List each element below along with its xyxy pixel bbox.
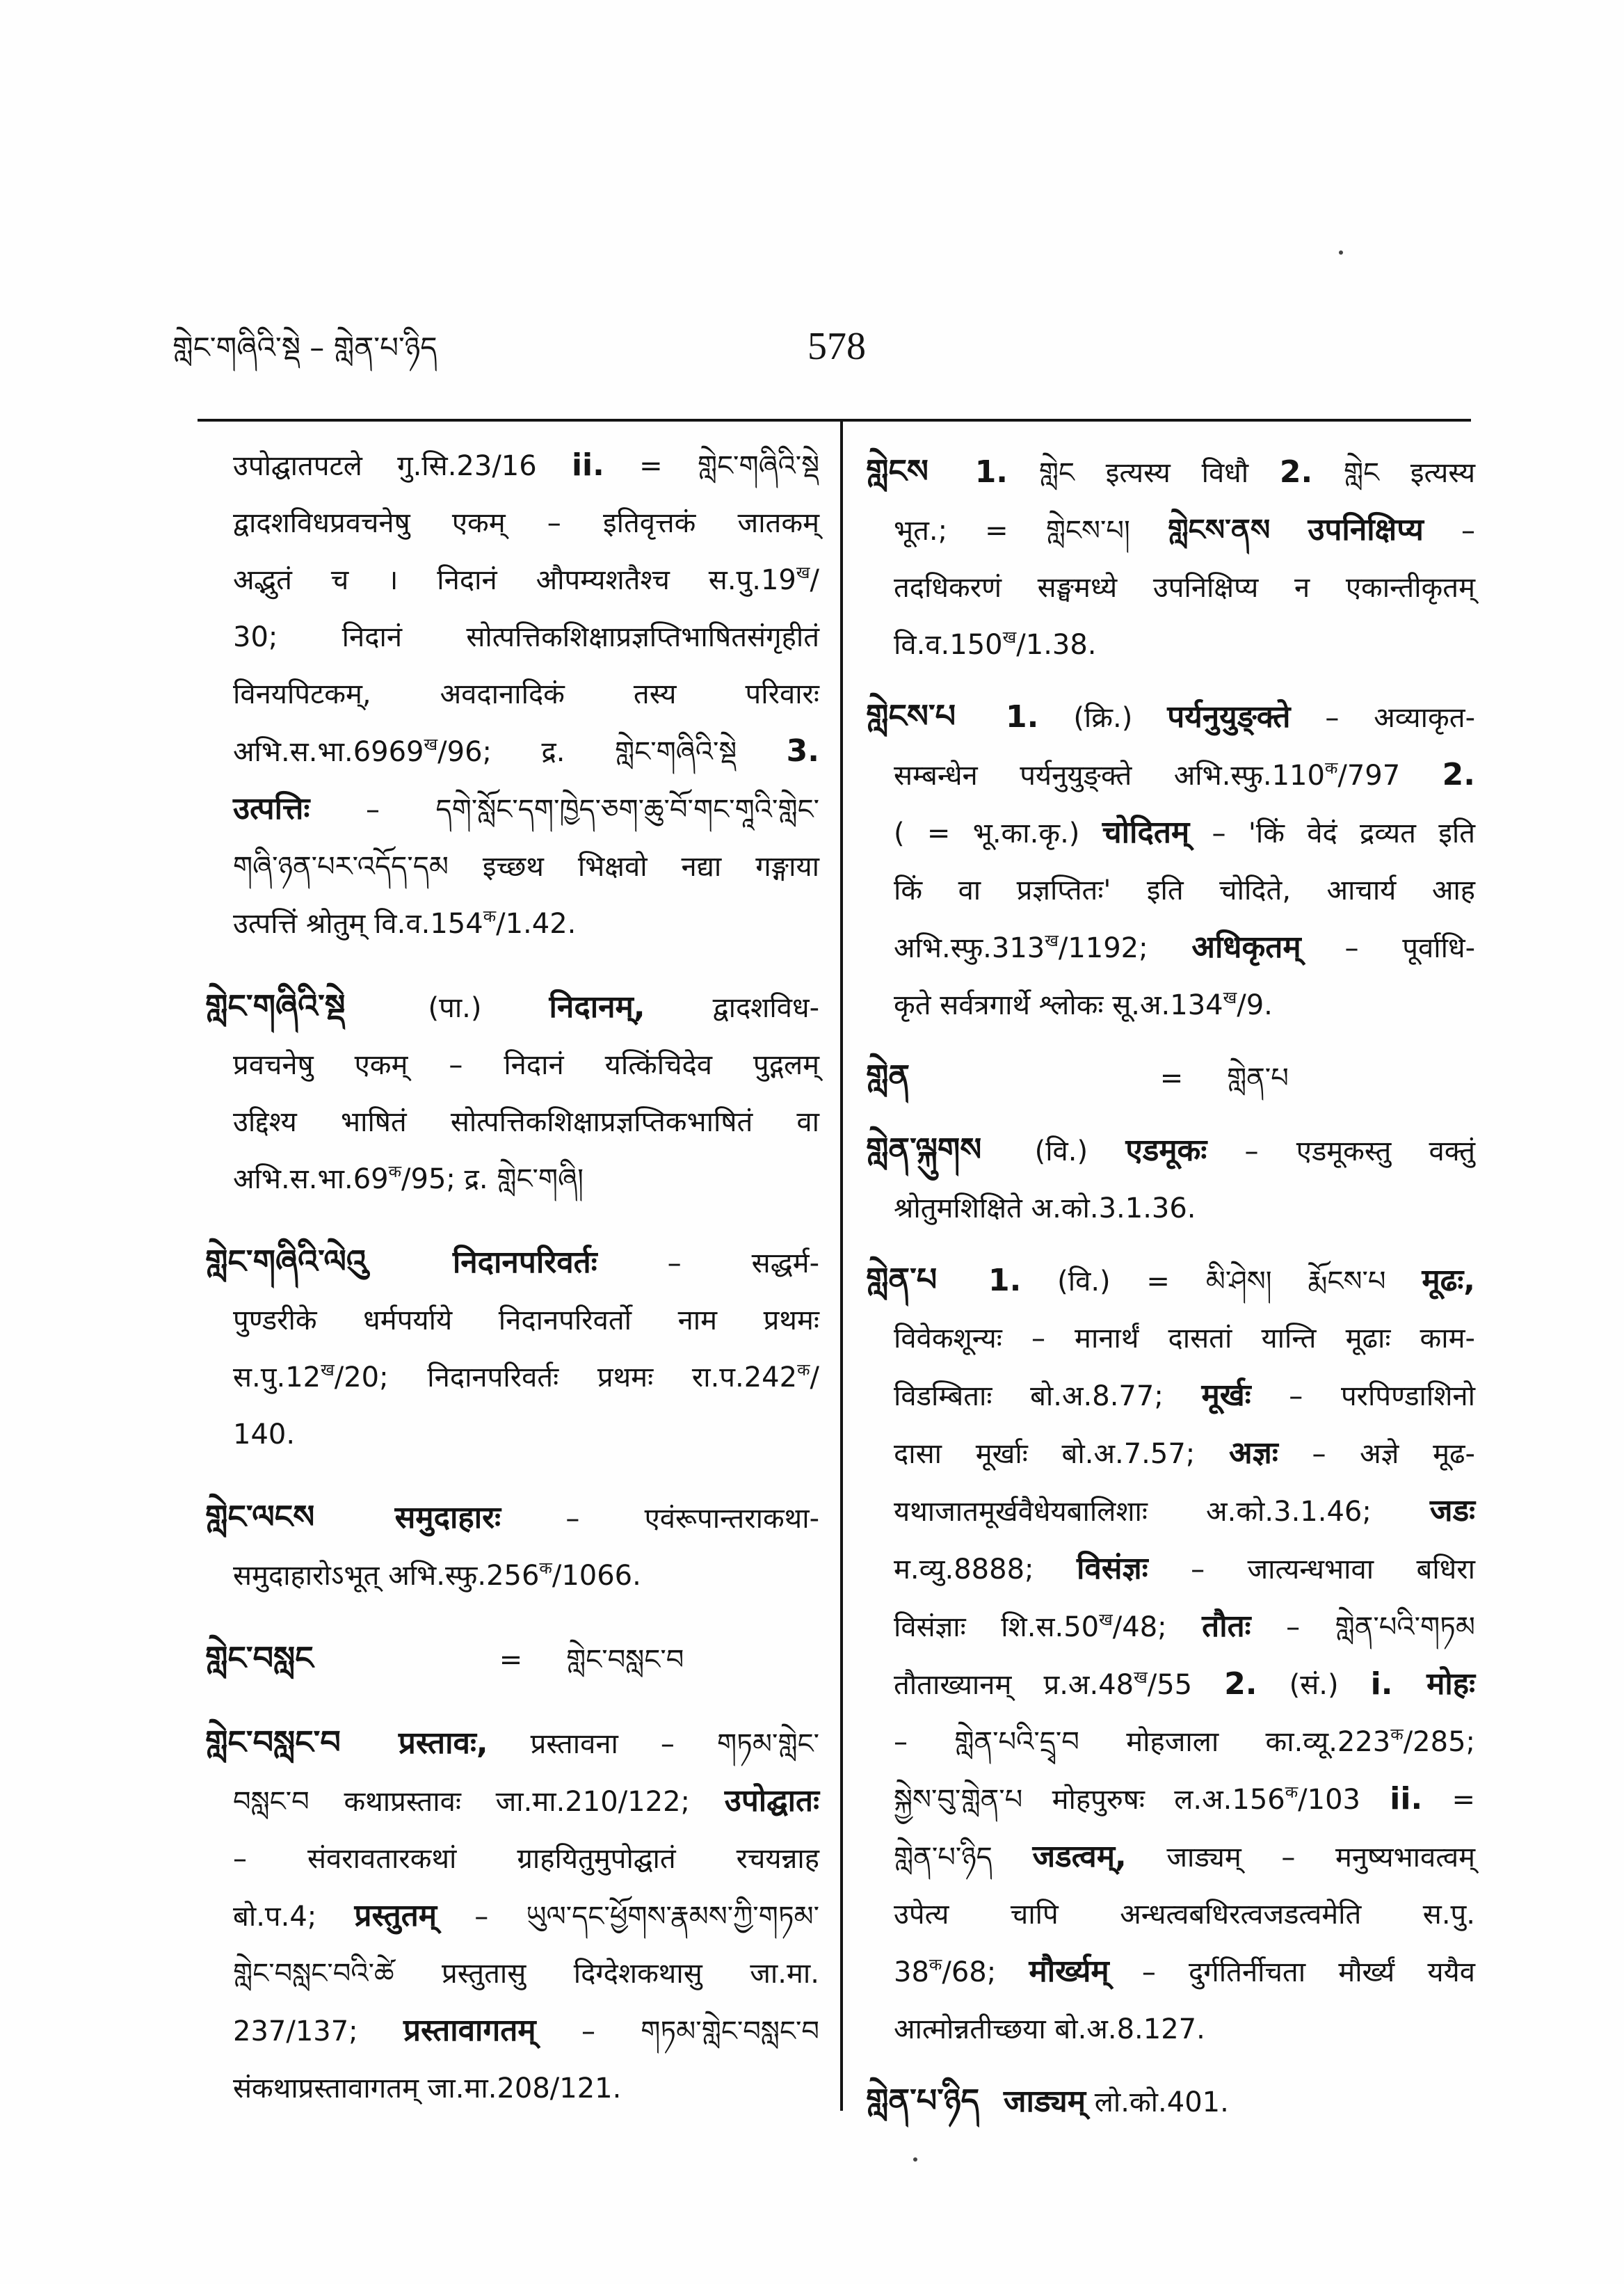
entry-line: [866, 1943, 1475, 2001]
sanskrit-text: लो.को.401.: [1094, 2086, 1229, 2118]
sanskrit-text: /1066.: [552, 1560, 641, 1592]
tibetan-headword: གླེང་བསླང: [205, 1639, 314, 1677]
tibetan-text: གླེན་པ་ཉིད: [894, 1842, 992, 1874]
tibetan-text: གླེངས་པ།: [1045, 515, 1130, 547]
entry-line: [866, 1828, 1475, 1886]
sanskrit-text: प्रस्तुतासु दिग्देशकथासु जा.मा.: [441, 1958, 819, 1990]
sanskrit-term: ii.: [571, 447, 604, 483]
entry-line: [205, 1773, 819, 1830]
sanskrit-term: पर्यनुयुङ्क्ते: [1167, 699, 1291, 735]
sanskrit-text: द्वादशविध-: [712, 992, 820, 1024]
entry-line: [866, 559, 1475, 616]
sanskrit-text: मोहजाला का.व्यू.223: [1126, 1726, 1391, 1758]
sanskrit-text: /: [810, 564, 819, 596]
dictionary-entry: [866, 687, 1475, 1034]
sanskrit-term: मूढः,: [1422, 1263, 1476, 1298]
tibetan-headword: གླེང་གཞིའི་ལེའུ: [205, 1243, 367, 1280]
sanskrit-text: (वि.): [1034, 1135, 1088, 1167]
sanskrit-text: –: [365, 794, 380, 826]
entry-line: [205, 609, 819, 666]
sanskrit-text: विसंज्ञाः शि.स.50: [894, 1611, 1100, 1643]
entry-line: [205, 1151, 819, 1208]
entry-line: [205, 838, 819, 895]
sanskrit-term: 2.: [1442, 757, 1476, 792]
folio-side-superscript: क: [483, 907, 497, 926]
sanskrit-text: (सं.): [1289, 1669, 1339, 1701]
tibetan-text: མི་ཤེས། རྨོངས་པ: [1205, 1265, 1386, 1297]
folio-side-superscript: क: [539, 1558, 552, 1578]
sanskrit-text: 140.: [233, 1419, 296, 1451]
entry-line: [866, 616, 1475, 673]
tibetan-text: གཏམ་གླེང་: [716, 1728, 819, 1760]
tibetan-headword: གླེང་བསླང་བ: [205, 1723, 341, 1761]
sanskrit-text: /48;: [1112, 1611, 1167, 1643]
entry-line: [205, 1037, 819, 1094]
tibetan-text: གཞི་ཉན་པར་འདོད་དམ: [233, 851, 449, 883]
tibetan-headword: གླེན་པ་ཉིད: [866, 2082, 980, 2119]
tibetan-text: ཡུལ་དང་ཕྱོགས་རྣམས་ཀྱི་གཏམ་: [526, 1901, 820, 1933]
sanskrit-text: तदधिकरणं सङ्घमध्ये उपनिक्षिप्य न एकान्तीकृतम्: [894, 572, 1475, 604]
sanskrit-text: –: [1461, 515, 1476, 547]
sanskrit-text: – एडमूकस्तु वक्तुं: [1244, 1135, 1475, 1167]
sanskrit-term: निदानम्,: [549, 989, 645, 1025]
sanskrit-text: /797: [1337, 760, 1401, 792]
folio-side-superscript: ख: [1134, 1668, 1148, 1687]
folio-side-superscript: ख: [1045, 931, 1059, 950]
sanskrit-term: एडमूकः: [1125, 1133, 1207, 1168]
entry-line: [205, 723, 819, 781]
sanskrit-text: =: [639, 450, 663, 482]
sanskrit-text: – जात्यन्धभावा बधिरा: [1191, 1554, 1476, 1586]
entry-line: [205, 1488, 819, 1547]
sanskrit-text: विनयपिटकम्, अवदानादिकं तस्य परिवारः: [233, 678, 819, 710]
sanskrit-term: जडत्वम्,: [1032, 1839, 1127, 1874]
sanskrit-term: 2.: [1279, 454, 1313, 490]
entry-line: [205, 1292, 819, 1349]
entry-line: [205, 1547, 819, 1604]
folio-side-superscript: ख: [1223, 988, 1237, 1007]
equals-sign: =: [1159, 1062, 1184, 1094]
entry-line: [866, 1048, 1475, 1107]
sanskrit-term: प्रस्तावागतम्: [403, 2013, 536, 2048]
sanskrit-text: आत्मोन्नतीच्छया बो.अ.8.127.: [894, 2013, 1205, 2045]
sanskrit-term: 2.: [1224, 1666, 1257, 1702]
sanskrit-term: अज्ञः: [1229, 1435, 1278, 1471]
tibetan-text: བསླང་བ: [233, 1786, 309, 1818]
sanskrit-text: /9.: [1237, 989, 1273, 1021]
sanskrit-term: उपनिक्षिप्य: [1308, 512, 1424, 548]
sanskrit-term: विसंज्ञः: [1076, 1551, 1148, 1586]
sanskrit-text: – एवंरूपान्तराकथा-: [565, 1503, 820, 1535]
sanskrit-text: /1.42.: [496, 908, 577, 940]
sanskrit-text: द्वादशविधप्रवचनेषु एकम् – इतिवृत्तकं जातकम्: [233, 507, 819, 539]
entry-line: [866, 687, 1475, 746]
left-column: [205, 437, 819, 2117]
folio-side-superscript: क: [388, 1162, 402, 1181]
tibetan-text: གླེན་པའི་གཏམ: [1335, 1611, 1475, 1643]
dictionary-entry: [205, 1233, 819, 1463]
tibetan-headword: གླེང་ལངས: [205, 1498, 315, 1535]
sanskrit-term: मूर्खः: [1201, 1377, 1251, 1413]
sanskrit-text: /1192;: [1058, 932, 1148, 964]
dictionary-entry: [866, 1121, 1475, 1237]
folio-side-superscript: ख: [796, 563, 810, 582]
sanskrit-text: तौताख्यानम् प्र.अ.48: [894, 1669, 1134, 1701]
sanskrit-text: /55: [1147, 1669, 1193, 1701]
entry-line: [866, 1425, 1475, 1483]
sanskrit-text: म.व्यु.8888;: [894, 1554, 1034, 1586]
folio-side-superscript: क: [1324, 758, 1338, 778]
column-divider: [840, 420, 843, 2111]
tibetan-text: གླེང་གཞི།: [497, 1163, 584, 1195]
entry-line: [205, 2002, 819, 2060]
sanskrit-text: उत्पत्तिं श्रोतुम् वि.व.154: [233, 908, 483, 940]
entry-line: [866, 2001, 1475, 2058]
tibetan-text: གླེན་པ: [1226, 1062, 1289, 1094]
dictionary-entry: [205, 1488, 819, 1604]
tibetan-headword: གླེན་པ: [866, 1261, 938, 1298]
sanskrit-text: – 'किं वेदं द्रव्यत इति: [1212, 817, 1476, 849]
sanskrit-text: कृते सर्वत्रगार्थे श्लोकः सू.अ.134: [894, 989, 1223, 1021]
sanskrit-text: प्रस्तावना –: [530, 1728, 675, 1760]
sanskrit-text: /1.38.: [1016, 629, 1097, 661]
sanskrit-text: यथाजातमूर्खवैधेयबालिशाः अ.को.3.1.46;: [894, 1496, 1372, 1528]
tibetan-text: གླེང: [1343, 457, 1380, 489]
folio-side-superscript: ख: [321, 1360, 335, 1380]
folio-side-superscript: क: [797, 1360, 810, 1380]
entry-line: [866, 1180, 1475, 1237]
tibetan-text: གླེང་བསླང་བ: [565, 1644, 684, 1676]
entry-line: [205, 1945, 819, 2002]
sanskrit-text: स.पु.12: [233, 1361, 321, 1393]
equals-sign: =: [499, 1644, 523, 1676]
sanskrit-text: /96; द्र.: [437, 736, 565, 768]
sanskrit-text: – सद्धर्म-: [667, 1247, 820, 1279]
entry-line: [866, 1483, 1475, 1540]
entry-line: [866, 1367, 1475, 1425]
sanskrit-text: समुदाहारोऽभूत् अभि.स्फु.256: [233, 1560, 540, 1592]
entry-line: [866, 977, 1475, 1034]
dictionary-entry: [205, 977, 819, 1208]
sanskrit-text: ( = भू.का.कृ.): [894, 817, 1080, 849]
sanskrit-text: /20; निदानपरिवर्तः प्रथमः रा.प.242: [334, 1361, 798, 1393]
entry-line: [866, 1771, 1475, 1828]
sanskrit-text: प्रवचनेषु एकम् – निदानं यत्किंचिदेव पुद्गलम्: [233, 1049, 819, 1081]
entry-line: [866, 1656, 1475, 1714]
sanskrit-term: निदानपरिवर्तः: [452, 1245, 597, 1280]
sanskrit-text: इत्यस्य विधौ: [1105, 457, 1249, 489]
entry-line: [866, 1714, 1475, 1771]
entry-line: [205, 1830, 819, 1887]
sanskrit-text: /103: [1298, 1784, 1360, 1816]
running-head: གླེང་གཞིའི་སྡེ – གླེན་པ་ཉིད: [172, 330, 437, 365]
tibetan-headword: གླེན་ལྐུགས: [866, 1131, 982, 1168]
tibetan-text: གླེང་གཞིའི་སྡེ: [697, 450, 820, 482]
sanskrit-text: –: [894, 1726, 908, 1758]
sanskrit-term: 1.: [974, 454, 1008, 490]
entry-line: [205, 1233, 819, 1292]
sanskrit-term: प्रस्तावः,: [398, 1725, 488, 1761]
entry-line: [205, 495, 819, 552]
sanskrit-text: –: [1286, 1611, 1301, 1643]
sanskrit-text: /: [810, 1361, 819, 1393]
sanskrit-term: मौर्ख्यम्: [1029, 1954, 1109, 1989]
entry-line: [205, 895, 819, 952]
entry-line: [205, 2060, 819, 2117]
tibetan-text: གླེན་པའི་དྲྭ་བ: [954, 1726, 1079, 1758]
folio-side-superscript: ख: [424, 735, 438, 754]
entry-line: [866, 502, 1475, 559]
sanskrit-term: चोदितम्: [1102, 815, 1190, 850]
entry-line: [205, 1629, 819, 1688]
sanskrit-text: अभि.स.भा.69: [233, 1163, 389, 1195]
sanskrit-text: विवेकशून्यः – मानार्थं दासतां यान्ति मूढाः काम-: [894, 1323, 1475, 1355]
entry-line: [866, 862, 1475, 919]
sanskrit-term: 3.: [786, 733, 820, 769]
tibetan-text: སྐྱེས་བུ་གླེན་པ: [894, 1784, 1023, 1816]
entry-continuation: [205, 437, 819, 952]
sanskrit-text: संकथाप्रस्तावागतम् जा.मा.208/121.: [233, 2073, 622, 2105]
sanskrit-text: भूत.; =: [894, 515, 1008, 547]
sanskrit-text: श्रोतुमशिक्षिते अ.को.3.1.36.: [894, 1192, 1196, 1224]
sanskrit-term: तौतः: [1202, 1608, 1251, 1644]
sanskrit-text: मोहपुरुषः ल.अ.156: [1052, 1784, 1285, 1816]
tibetan-text: གླེང: [1038, 457, 1075, 489]
sanskrit-text: उपेत्य चापि अन्धत्वबधिरत्वजडत्वमेति स.पु.: [894, 1899, 1475, 1931]
sanskrit-text: (वि.) =: [1057, 1265, 1170, 1297]
tibetan-text: གཏམ་གླེང་བསླང་བ: [641, 2015, 820, 2047]
folio-side-superscript: ख: [1002, 628, 1017, 647]
entry-line: [205, 666, 819, 723]
sanskrit-text: – परपिण्डाशिनो: [1289, 1380, 1475, 1412]
sanskrit-text: 30; निदानं सोत्पत्तिकशिक्षाप्रज्ञप्तिभाषितसंगृहीतं: [233, 621, 819, 653]
right-column: [866, 442, 1475, 2131]
sanskrit-text: अद्भुतं च । निदानं औपम्यशतैश्च स.पु.19: [233, 564, 796, 596]
dictionary-entry: [866, 1251, 1475, 2058]
sanskrit-text: (क्रि.): [1073, 702, 1133, 734]
dictionary-entry: [205, 1629, 819, 1688]
sanskrit-text: /285;: [1403, 1726, 1476, 1758]
sanskrit-text: उपोद्घातपटले गु.सि.23/16: [233, 450, 537, 482]
sanskrit-text: =: [1452, 1784, 1475, 1816]
entry-line: [866, 804, 1475, 862]
sanskrit-term: उत्पत्तिः: [233, 791, 310, 826]
entry-line: [866, 919, 1475, 977]
tibetan-headword: གླེངས: [866, 452, 928, 490]
sanskrit-text: अभि.स.भा.6969: [233, 736, 424, 768]
sanskrit-term: जाड्यम्: [1003, 2084, 1086, 2119]
dictionary-entry: [205, 1714, 819, 2117]
sanskrit-term: उपोद्घातः: [724, 1783, 820, 1819]
entry-line: [205, 1349, 819, 1406]
sanskrit-term: ii.: [1390, 1781, 1423, 1816]
entry-line: [866, 746, 1475, 804]
sanskrit-term: समुदाहारः: [394, 1500, 501, 1535]
sanskrit-text: – अव्याकृत-: [1325, 702, 1475, 734]
entry-line: [205, 1406, 819, 1463]
entry-line: [866, 1251, 1475, 1310]
entry-line: [205, 437, 819, 495]
header-rule: [198, 419, 1471, 422]
sanskrit-text: इत्यस्य: [1410, 457, 1476, 489]
entry-line: [205, 1714, 819, 1773]
sanskrit-term: प्रस्तुतम्: [354, 1898, 437, 1933]
tibetan-term: གླེངས་ནས: [1167, 513, 1271, 547]
tibetan-text: གླེང་གཞིའི་སྡེ: [614, 736, 737, 768]
sanskrit-text: /95; द्र.: [401, 1163, 488, 1195]
sanskrit-text: किं वा प्रज्ञप्तितः' इति चोदिते, आचार्य आह: [894, 875, 1475, 907]
sanskrit-text: उद्दिश्य भाषितं सोत्पत्तिकशिक्षाप्रज्ञप्तिकभाषितं वा: [233, 1106, 819, 1138]
dictionary-entry: [866, 2072, 1475, 2131]
folio-side-superscript: क: [928, 1955, 942, 1974]
sanskrit-text: जाड्यम् – मनुष्यभावत्वम्: [1166, 1842, 1475, 1874]
sanskrit-text: सम्बन्धेन पर्यनुयुङ्क्ते अभि.स्फु.110: [894, 760, 1325, 792]
sanskrit-term: जडः: [1429, 1493, 1475, 1528]
sanskrit-term: i. मोहः: [1370, 1666, 1476, 1702]
entry-line: [205, 977, 819, 1037]
sanskrit-text: (पा.): [428, 992, 482, 1024]
scan-speck: [913, 2157, 917, 2162]
sanskrit-text: वि.व.150: [894, 629, 1003, 661]
sanskrit-text: दासा मूर्खाः बो.अ.7.57;: [894, 1438, 1196, 1470]
entry-line: [205, 1094, 819, 1151]
entry-line: [866, 2072, 1475, 2131]
sanskrit-text: – संवरावतारकथां ग्राहयितुमुपोद्घातं रचयन्नाह: [233, 1843, 819, 1875]
entry-line: [205, 1887, 819, 1945]
entry-line: [866, 1598, 1475, 1656]
sanskrit-text: विडम्बिताः बो.अ.8.77;: [894, 1380, 1164, 1412]
entry-line: [205, 552, 819, 609]
sanskrit-term: 1.: [1006, 699, 1039, 735]
folio-side-superscript: क: [1285, 1782, 1299, 1802]
sanskrit-text: – पूर्वाधि-: [1344, 932, 1476, 964]
sanskrit-text: –: [581, 2015, 595, 2047]
sanskrit-term: अधिकृतम्: [1191, 929, 1301, 965]
folio-side-superscript: क: [1390, 1725, 1404, 1744]
sanskrit-text: – अज्ञे मूढ-: [1312, 1438, 1475, 1470]
tibetan-headword: གླེང་གཞིའི་སྡེ: [205, 987, 346, 1025]
sanskrit-text: /68;: [942, 1956, 997, 1988]
folio-side-superscript: ख: [1099, 1610, 1113, 1629]
sanskrit-text: इच्छथ भिक्षवो नद्या गङ्गाया: [482, 851, 819, 883]
tibetan-text: དགེ་སློང་དག་ཁྱེད་ཅག་ཆུ་བོ་གང་གཱའི་གླེང་: [435, 794, 819, 826]
entry-line: [866, 1540, 1475, 1598]
entry-line: [866, 1886, 1475, 1943]
sanskrit-text: 38: [894, 1956, 929, 1988]
entry-line: [866, 1310, 1475, 1367]
entry-line: [205, 781, 819, 838]
sanskrit-text: पुण्डरीके धर्मपर्याये निदानपरिवर्तो नाम प्रथमः: [233, 1304, 819, 1336]
sanskrit-text: कथाप्रस्तावः जा.मा.210/122;: [344, 1786, 690, 1818]
tibetan-text: གླེང་བསླང་བའི་ཚེ: [233, 1958, 394, 1990]
tibetan-headword: གླེན: [866, 1057, 910, 1095]
sanskrit-text: बो.प.4;: [233, 1901, 317, 1933]
sanskrit-text: – दुर्गतिर्नीचता मौर्ख्यं ययैव: [1141, 1956, 1475, 1988]
dictionary-entry: [866, 1048, 1475, 1107]
entry-line: [866, 442, 1475, 502]
tibetan-headword: གླེངས་པ: [866, 697, 956, 735]
entry-line: [866, 1121, 1475, 1180]
dictionary-entry: [866, 442, 1475, 673]
scan-speck: [1339, 250, 1343, 255]
sanskrit-term: 1.: [988, 1263, 1022, 1298]
sanskrit-text: अभि.स्फु.313: [894, 932, 1045, 964]
page-number: 578: [807, 325, 866, 368]
sanskrit-text: 237/137;: [233, 2015, 358, 2047]
sanskrit-text: –: [474, 1901, 489, 1933]
